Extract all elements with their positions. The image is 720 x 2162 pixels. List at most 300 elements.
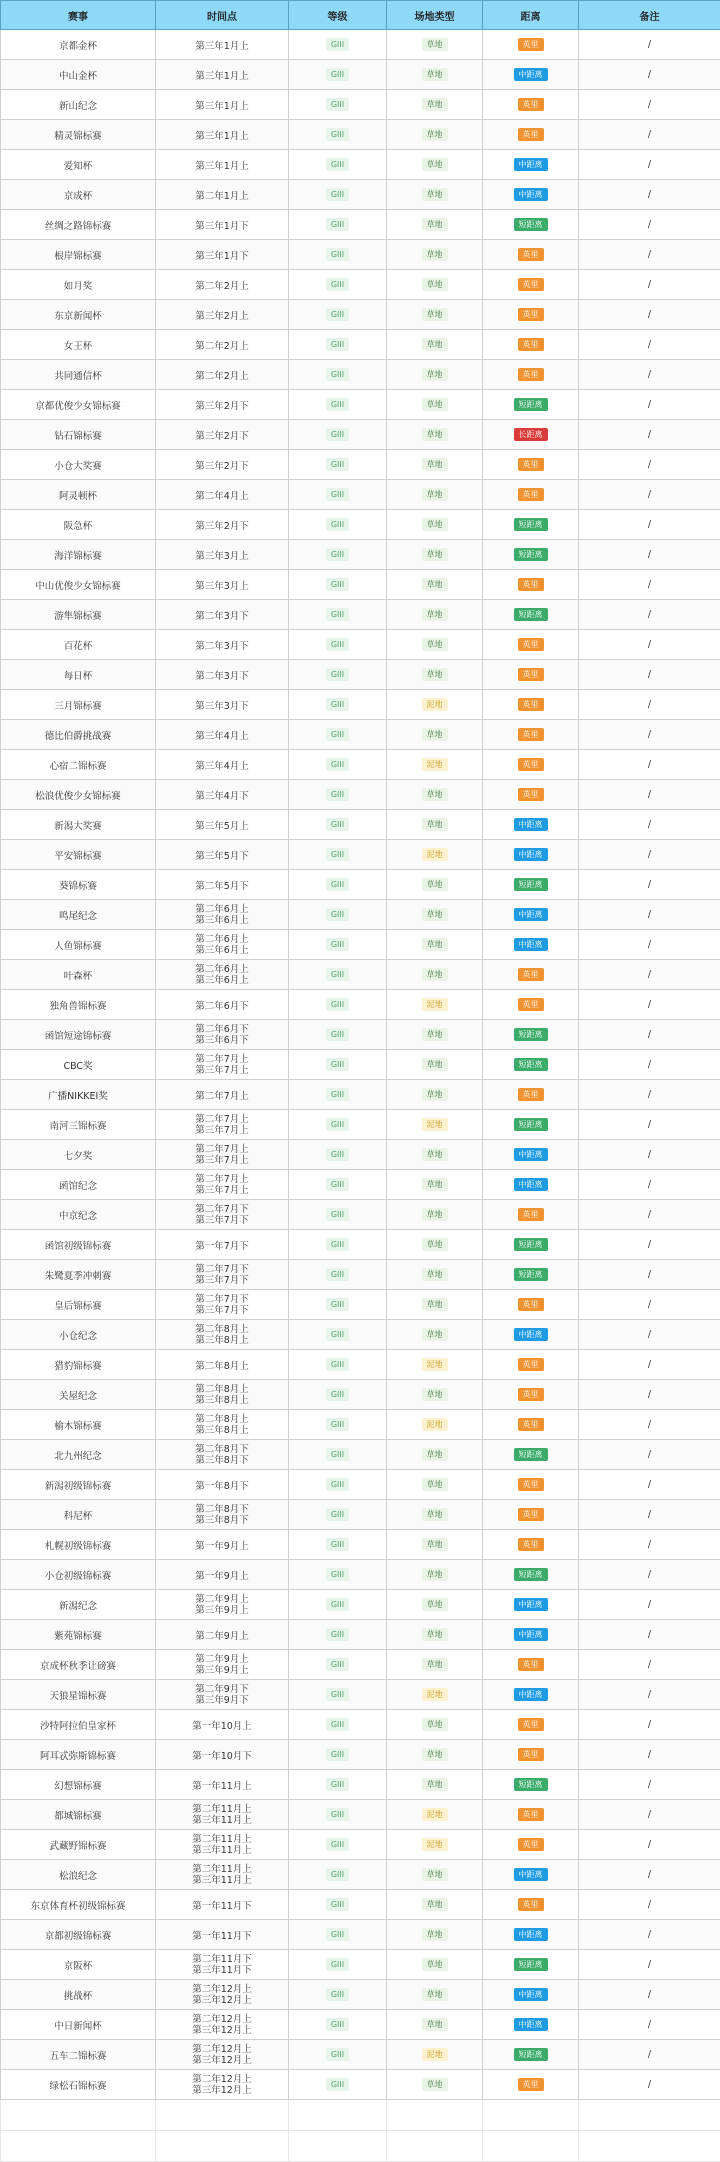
distance-badge: 英里 <box>518 1658 544 1671</box>
time-value: 第二年3月下 <box>195 611 249 622</box>
distance-badge: 英里 <box>518 368 544 381</box>
grade-badge: GIII <box>326 1208 349 1221</box>
table-row[interactable] <box>1 1890 720 1920</box>
surface-cell <box>387 780 483 810</box>
distance-badge: 英里 <box>518 638 544 651</box>
time-cell <box>156 1050 289 1080</box>
empty-cell <box>483 2131 579 2162</box>
grade-badge: GIII <box>326 1178 349 1191</box>
surface-badge: 草地 <box>422 458 448 471</box>
surface-badge: 草地 <box>422 1448 448 1461</box>
table-row[interactable] <box>1 810 720 840</box>
distance-cell <box>483 1830 579 1860</box>
table-row[interactable] <box>1 330 720 360</box>
table-row[interactable] <box>1 600 720 630</box>
table-row[interactable] <box>1 1560 720 1590</box>
distance-badge: 英里 <box>518 578 544 591</box>
table-row[interactable] <box>1 1260 720 1290</box>
surface-cell <box>387 1590 483 1620</box>
race-name-cell: 钻石锦标赛 <box>1 420 156 450</box>
grade-badge: GIII <box>326 1748 349 1761</box>
race-name-cell: 小仓纪念 <box>1 1320 156 1350</box>
grade-badge: GIII <box>326 1898 349 1911</box>
table-row[interactable] <box>1 1710 720 1740</box>
race-name-cell: 爱知杯 <box>1 150 156 180</box>
time-value: 第三年12月上 <box>156 2085 288 2096</box>
surface-badge: 草地 <box>422 728 448 741</box>
surface-cell <box>387 1290 483 1320</box>
table-row[interactable] <box>1 450 720 480</box>
empty-cell <box>156 2100 289 2131</box>
surface-cell <box>387 930 483 960</box>
time-value: 第二年12月上 <box>156 2074 288 2085</box>
time-cell <box>156 150 289 180</box>
surface-badge: 草地 <box>422 128 448 141</box>
table-row[interactable] <box>1 990 720 1020</box>
distance-cell <box>483 390 579 420</box>
distance-badge: 短距离 <box>514 1778 548 1791</box>
distance-badge: 英里 <box>518 2078 544 2091</box>
time-value: 第二年12月上 <box>156 2044 288 2055</box>
table-row[interactable] <box>1 60 720 90</box>
table-row[interactable] <box>1 1620 720 1650</box>
table-row[interactable] <box>1 1740 720 1770</box>
race-name-cell: 绿松石锦标赛 <box>1 2070 156 2100</box>
time-value: 第二年8月上 <box>195 1361 249 1372</box>
race-name-cell: 天狼星锦标赛 <box>1 1680 156 1710</box>
surface-badge: 草地 <box>422 1718 448 1731</box>
distance-badge: 英里 <box>518 38 544 51</box>
empty-cell <box>289 2100 387 2131</box>
race-name-cell: 小仓大奖赛 <box>1 450 156 480</box>
race-name-cell: 挑战杯 <box>1 1980 156 2010</box>
time-value: 第一年7月下 <box>195 1241 249 1252</box>
distance-cell <box>483 1710 579 1740</box>
surface-cell <box>387 600 483 630</box>
table-row[interactable] <box>1 360 720 390</box>
table-row[interactable] <box>1 780 720 810</box>
table-row[interactable] <box>1 1170 720 1200</box>
table-row[interactable] <box>1 300 720 330</box>
table-row[interactable] <box>1 540 720 570</box>
race-name-cell: 猎豹锦标赛 <box>1 1350 156 1380</box>
table-row[interactable] <box>1 1290 720 1320</box>
race-name-cell: 共同通信杯 <box>1 360 156 390</box>
table-row[interactable] <box>1 90 720 120</box>
race-name-cell: 紫苑锦标赛 <box>1 1620 156 1650</box>
table-row[interactable] <box>1 1950 720 1980</box>
race-name-cell: 阿耳忒弥斯锦标赛 <box>1 1740 156 1770</box>
table-row[interactable] <box>1 1770 720 1800</box>
note-cell: / <box>579 660 720 690</box>
surface-cell <box>387 1320 483 1350</box>
surface-cell <box>387 1410 483 1440</box>
table-row[interactable] <box>1 2010 720 2040</box>
table-row[interactable] <box>1 210 720 240</box>
table-row[interactable] <box>1 2070 720 2100</box>
distance-badge: 长距离 <box>514 428 548 441</box>
distance-cell <box>483 1740 579 1770</box>
table-row[interactable] <box>1 1200 720 1230</box>
note-cell: / <box>579 570 720 600</box>
surface-cell <box>387 1110 483 1140</box>
surface-cell <box>387 1560 483 1590</box>
surface-badge: 草地 <box>422 1388 448 1401</box>
distance-badge: 英里 <box>518 728 544 741</box>
time-cell <box>156 1950 289 1980</box>
surface-badge: 泥地 <box>422 1808 448 1821</box>
time-value: 第三年8月上 <box>156 1335 288 1346</box>
time-cell <box>156 300 289 330</box>
race-name-cell: 阿灵顿杯 <box>1 480 156 510</box>
distance-badge: 英里 <box>518 788 544 801</box>
table-row[interactable] <box>1 630 720 660</box>
grade-badge: GIII <box>326 1298 349 1311</box>
race-name-cell: 中京纪念 <box>1 1200 156 1230</box>
surface-cell <box>387 1530 483 1560</box>
empty-cell <box>483 2100 579 2131</box>
note-cell: / <box>579 1920 720 1950</box>
time-cell <box>156 1650 289 1680</box>
time-cell <box>156 180 289 210</box>
race-name-cell: 百花杯 <box>1 630 156 660</box>
table-row[interactable] <box>1 180 720 210</box>
time-cell <box>156 360 289 390</box>
table-row[interactable] <box>1 1530 720 1560</box>
table-row[interactable] <box>1 420 720 450</box>
distance-badge: 短距离 <box>514 1958 548 1971</box>
race-name-cell: 京都金杯 <box>1 30 156 60</box>
race-name-cell: 海洋锦标赛 <box>1 540 156 570</box>
table-row[interactable] <box>1 570 720 600</box>
grade-cell <box>289 270 387 300</box>
grade-badge: GIII <box>326 698 349 711</box>
table-row[interactable] <box>1 1500 720 1530</box>
surface-cell <box>387 1680 483 1710</box>
surface-cell <box>387 150 483 180</box>
table-row[interactable] <box>1 1830 720 1860</box>
grade-badge: GIII <box>326 758 349 771</box>
surface-badge: 草地 <box>422 1238 448 1251</box>
time-cell <box>156 540 289 570</box>
grade-badge: GIII <box>326 1598 349 1611</box>
time-value: 第二年6月上 <box>156 934 288 945</box>
surface-cell <box>387 1980 483 2010</box>
surface-cell <box>387 1470 483 1500</box>
time-value: 第二年4月上 <box>195 491 249 502</box>
table-row[interactable] <box>1 690 720 720</box>
surface-cell <box>387 1020 483 1050</box>
table-row[interactable] <box>1 1650 720 1680</box>
table-row[interactable] <box>1 930 720 960</box>
time-value: 第三年8月下 <box>156 1515 288 1526</box>
grade-badge: GIII <box>326 1778 349 1791</box>
time-value: 第三年12月上 <box>156 2055 288 2066</box>
distance-badge: 短距离 <box>514 398 548 411</box>
surface-cell <box>387 1140 483 1170</box>
time-value: 第二年8月上 <box>156 1414 288 1425</box>
race-name-cell: 函馆初级锦标赛 <box>1 1230 156 1260</box>
table-row[interactable] <box>1 1980 720 2010</box>
time-cell <box>156 1320 289 1350</box>
grade-badge: GIII <box>326 128 349 141</box>
distance-badge: 中距离 <box>514 1598 548 1611</box>
time-value: 第一年8月下 <box>195 1481 249 1492</box>
table-row[interactable] <box>1 1590 720 1620</box>
distance-cell <box>483 1200 579 1230</box>
surface-badge: 草地 <box>422 98 448 111</box>
surface-cell <box>387 420 483 450</box>
time-value: 第三年2月下 <box>195 401 249 412</box>
table-row[interactable] <box>1 1440 720 1470</box>
table-row[interactable] <box>1 390 720 420</box>
time-value: 第三年6月上 <box>156 915 288 926</box>
time-value: 第二年7月下 <box>156 1294 288 1305</box>
table-row[interactable] <box>1 1680 720 1710</box>
surface-cell <box>387 1080 483 1110</box>
grade-badge: GIII <box>326 998 349 1011</box>
table-row[interactable] <box>1 2040 720 2070</box>
surface-badge: 草地 <box>422 218 448 231</box>
distance-cell <box>483 30 579 60</box>
distance-cell <box>483 1950 579 1980</box>
distance-badge: 英里 <box>518 278 544 291</box>
grade-badge: GIII <box>326 1118 349 1131</box>
time-value: 第二年8月下 <box>156 1444 288 1455</box>
surface-cell <box>387 840 483 870</box>
surface-badge: 草地 <box>422 398 448 411</box>
grade-badge: GIII <box>326 2018 349 2031</box>
table-row[interactable] <box>1 30 720 60</box>
table-row[interactable] <box>1 960 720 990</box>
col-header-note[interactable]: 备注 <box>579 1 720 30</box>
distance-badge: 英里 <box>518 1538 544 1551</box>
race-name-cell: 京阪杯 <box>1 1950 156 1980</box>
race-name-cell: 每日杯 <box>1 660 156 690</box>
table-row[interactable] <box>1 1230 720 1260</box>
time-value: 第三年8月上 <box>156 1395 288 1406</box>
note-cell: / <box>579 1860 720 1890</box>
surface-badge: 草地 <box>422 788 448 801</box>
surface-badge: 草地 <box>422 1328 448 1341</box>
table-row[interactable] <box>1 510 720 540</box>
grade-cell <box>289 1950 387 1980</box>
surface-cell <box>387 2070 483 2100</box>
distance-cell <box>483 330 579 360</box>
time-cell <box>156 930 289 960</box>
grade-badge: GIII <box>326 818 349 831</box>
surface-cell <box>387 1350 483 1380</box>
table-row[interactable] <box>1 1020 720 1050</box>
surface-cell <box>387 300 483 330</box>
table-row[interactable] <box>1 1470 720 1500</box>
surface-badge: 草地 <box>422 1508 448 1521</box>
table-row[interactable] <box>1 1140 720 1170</box>
time-cell <box>156 1140 289 1170</box>
surface-cell <box>387 810 483 840</box>
race-name-cell: 新山纪念 <box>1 90 156 120</box>
time-value: 第三年12月上 <box>156 1995 288 2006</box>
grade-cell <box>289 1380 387 1410</box>
race-name-cell: 朱鹭夏季冲刺赛 <box>1 1260 156 1290</box>
empty-cell <box>156 2131 289 2162</box>
distance-badge: 英里 <box>518 758 544 771</box>
time-cell <box>156 720 289 750</box>
grade-cell <box>289 1440 387 1470</box>
table-row[interactable] <box>1 1410 720 1440</box>
time-cell <box>156 1530 289 1560</box>
distance-cell <box>483 1230 579 1260</box>
grade-cell <box>289 540 387 570</box>
grade-cell <box>289 1290 387 1320</box>
table-row[interactable] <box>1 870 720 900</box>
time-value: 第二年8月下 <box>156 1504 288 1515</box>
grade-cell <box>289 1350 387 1380</box>
grade-badge: GIII <box>326 788 349 801</box>
time-value: 第二年7月下 <box>156 1264 288 1275</box>
time-cell <box>156 210 289 240</box>
time-value: 第二年7月下 <box>156 1204 288 1215</box>
surface-badge: 草地 <box>422 638 448 651</box>
note-cell: / <box>579 2010 720 2040</box>
table-row[interactable] <box>1 1800 720 1830</box>
empty-cell <box>289 2131 387 2162</box>
table-row[interactable] <box>1 270 720 300</box>
table-row[interactable] <box>1 660 720 690</box>
surface-badge: 泥地 <box>422 998 448 1011</box>
surface-badge: 泥地 <box>422 1418 448 1431</box>
empty-cell <box>579 2131 720 2162</box>
surface-cell <box>387 240 483 270</box>
col-header-time[interactable]: 时间点 <box>156 1 289 30</box>
grade-cell <box>289 1650 387 1680</box>
col-header-surface[interactable]: 场地类型 <box>387 1 483 30</box>
distance-cell <box>483 1770 579 1800</box>
time-value: 第二年3月下 <box>195 641 249 652</box>
time-value: 第三年11月上 <box>156 1815 288 1826</box>
table-row[interactable] <box>1 1080 720 1110</box>
time-value: 第三年12月上 <box>156 2025 288 2036</box>
distance-badge: 中距离 <box>514 1178 548 1191</box>
grade-badge: GIII <box>326 1538 349 1551</box>
surface-badge: 草地 <box>422 1058 448 1071</box>
grade-badge: GIII <box>326 2048 349 2061</box>
table-row[interactable] <box>1 150 720 180</box>
note-cell: / <box>579 1830 720 1860</box>
grade-cell <box>289 1230 387 1260</box>
time-cell <box>156 750 289 780</box>
empty-cell <box>1 2131 156 2162</box>
grade-cell <box>289 930 387 960</box>
table-row[interactable] <box>1 120 720 150</box>
grade-cell <box>289 1710 387 1740</box>
note-cell: / <box>579 1680 720 1710</box>
note-cell: / <box>579 360 720 390</box>
grade-badge: GIII <box>326 1628 349 1641</box>
time-value: 第二年8月上 <box>156 1384 288 1395</box>
distance-cell <box>483 1110 579 1140</box>
grade-cell <box>289 780 387 810</box>
grade-cell <box>289 1530 387 1560</box>
grade-badge: GIII <box>326 1568 349 1581</box>
table-row[interactable] <box>1 1320 720 1350</box>
surface-cell <box>387 120 483 150</box>
surface-badge: 草地 <box>422 1928 448 1941</box>
note-cell: / <box>579 90 720 120</box>
grade-cell <box>289 630 387 660</box>
table-row[interactable] <box>1 1050 720 1080</box>
table-row[interactable] <box>1 750 720 780</box>
table-row[interactable] <box>1 840 720 870</box>
surface-badge: 草地 <box>422 1568 448 1581</box>
grade-badge: GIII <box>326 1928 349 1941</box>
race-name-cell: 小仓初级锦标赛 <box>1 1560 156 1590</box>
distance-badge: 英里 <box>518 1388 544 1401</box>
race-name-cell: 心宿二锦标赛 <box>1 750 156 780</box>
time-value: 第二年11月上 <box>156 1804 288 1815</box>
table-row[interactable] <box>1 1920 720 1950</box>
col-header-grade[interactable]: 等级 <box>289 1 387 30</box>
table-row[interactable] <box>1 480 720 510</box>
distance-badge: 中距离 <box>514 1928 548 1941</box>
table-row[interactable] <box>1 1350 720 1380</box>
distance-cell <box>483 1320 579 1350</box>
header-row <box>1 1 720 30</box>
note-cell: / <box>579 180 720 210</box>
table-row[interactable] <box>1 1860 720 1890</box>
distance-cell <box>483 1350 579 1380</box>
grade-cell <box>289 90 387 120</box>
surface-cell <box>387 570 483 600</box>
grade-badge: GIII <box>326 1088 349 1101</box>
grade-cell <box>289 690 387 720</box>
surface-badge: 草地 <box>422 1598 448 1611</box>
table-row[interactable] <box>1 1110 720 1140</box>
time-cell <box>156 1770 289 1800</box>
grade-badge: GIII <box>326 548 349 561</box>
table-row[interactable] <box>1 1380 720 1410</box>
col-header-race[interactable]: 赛事 <box>1 1 156 30</box>
time-cell <box>156 630 289 660</box>
distance-badge: 中距离 <box>514 1628 548 1641</box>
time-cell <box>156 510 289 540</box>
grade-cell <box>289 1320 387 1350</box>
surface-cell <box>387 1380 483 1410</box>
time-value: 第二年6月上 <box>156 964 288 975</box>
surface-badge: 草地 <box>422 368 448 381</box>
time-cell <box>156 1680 289 1710</box>
grade-badge: GIII <box>326 458 349 471</box>
distance-cell <box>483 780 579 810</box>
col-header-distance[interactable]: 距离 <box>483 1 579 30</box>
distance-badge: 中距离 <box>514 1988 548 2001</box>
time-value: 第二年6月上 <box>156 904 288 915</box>
surface-cell <box>387 720 483 750</box>
race-name-cell: 新潟纪念 <box>1 1590 156 1620</box>
time-value: 第二年11月下 <box>156 1954 288 1965</box>
note-cell: / <box>579 1890 720 1920</box>
surface-cell <box>387 1950 483 1980</box>
note-cell: / <box>579 60 720 90</box>
surface-badge: 草地 <box>422 2018 448 2031</box>
distance-cell <box>483 420 579 450</box>
race-name-cell: 新潟初级锦标赛 <box>1 1470 156 1500</box>
table-row[interactable] <box>1 720 720 750</box>
time-cell <box>156 90 289 120</box>
table-row[interactable] <box>1 240 720 270</box>
time-value: 第二年12月上 <box>156 2014 288 2025</box>
table-row[interactable] <box>1 900 720 930</box>
